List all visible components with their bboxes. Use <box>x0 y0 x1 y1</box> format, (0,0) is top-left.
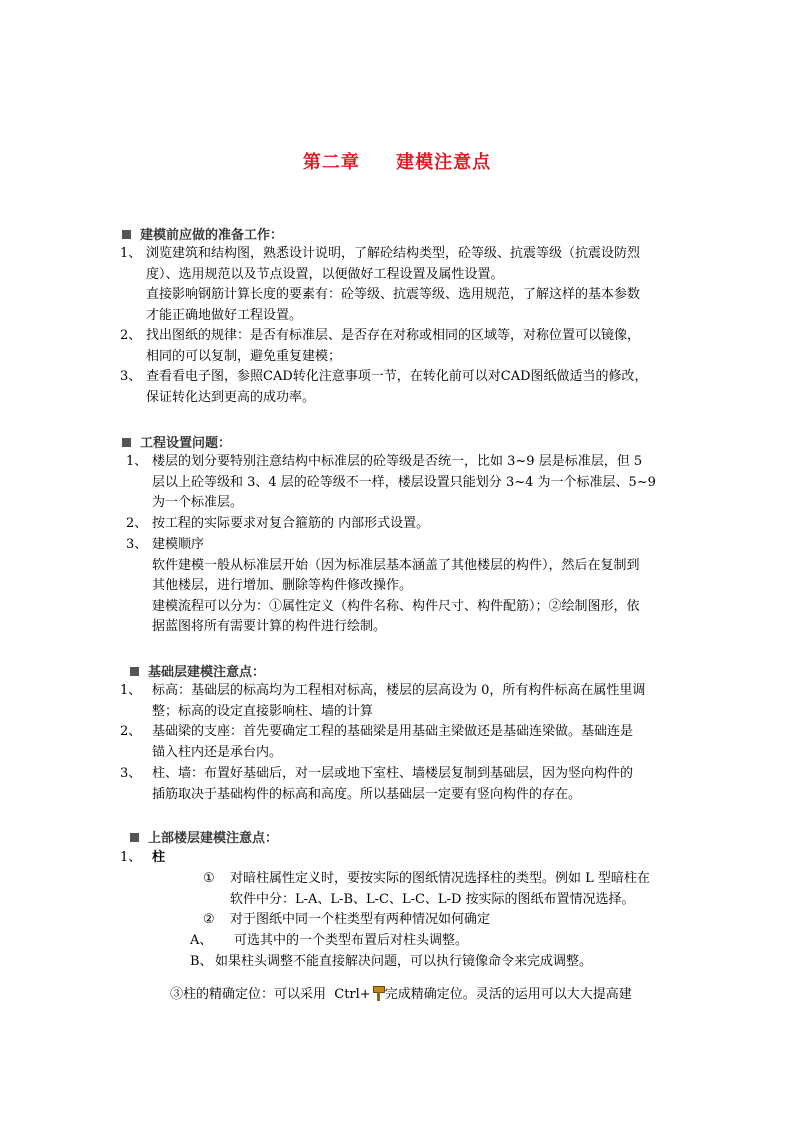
section-heading: 工程设置问题： <box>122 432 231 451</box>
list-item: 标高：基础层的标高均为工程相对标高，楼层的层高设为 0，所有构件标高在属性里调 整；标高的设定直接影响柱、墙的计算 <box>152 683 646 719</box>
option-mark: B、 <box>190 954 213 969</box>
option-text: 如果柱头调整不能直接解决问题，可以执行镜像命令来完成调整。 <box>215 954 593 969</box>
bullet-square-icon <box>122 230 131 239</box>
subsection-title: 柱 <box>152 850 166 865</box>
section-heading: 基础层建模注意点： <box>130 661 265 680</box>
section-heading: 建模前应做的准备工作： <box>122 224 283 243</box>
list-number: 3、 <box>126 537 148 552</box>
list-item: 查看看电子图，参照CAD转化注意事项一节，在转化前可以对CAD图纸做适当的修改， 保证转化达到更高的成功率。 <box>146 369 648 405</box>
section-heading: 上部楼层建模注意点： <box>130 827 278 846</box>
list-item: 按工程的实际要求对复合箍筋的 内部形式设置。 <box>152 516 430 531</box>
list-number: 2、 <box>126 516 148 531</box>
option-text: 可选其中的一个类型布置后对柱头调整。 <box>234 933 469 948</box>
list-number: 3、 <box>120 766 142 781</box>
list-item: 浏览建筑和结构图，熟悉设计说明，了解砼结构类型，砼等级、抗震等级（抗震设防烈 度）、选用规范以及节点设置，以便做好工程设置及属性设置。 直接影响钢筋计算长度的要素有：砼等级、抗震等级、选用规范，了解这样的基本参数 才能正确地做好工程设置。 <box>146 246 641 323</box>
list-number: 1、 <box>126 454 148 469</box>
option-mark: A、 <box>190 933 213 948</box>
list-number: 1、 <box>120 850 142 865</box>
list-number: 1、 <box>120 246 142 261</box>
chapter-title: 第二章 建模注意点 <box>302 152 492 173</box>
list-number: 3、 <box>120 369 142 384</box>
list-item: 找出图纸的规律：是否有标准层、是否存在对称或相同的区域等，对称位置可以镜像， 相同的可以复制，避免重复建模； <box>146 328 641 364</box>
list-number: 1、 <box>120 683 142 698</box>
point-item: 对暗柱属性定义时，要按实际的图纸情况选择柱的类型。例如 L 型暗柱在 软件中分：L-A、L-B、L-C、L-C、L-D 按实际的图纸布置情况选择。 <box>230 871 650 907</box>
list-number: 2、 <box>120 328 142 343</box>
list-item: 柱、墙：布置好基础后，对一层或地下室柱、墙楼层复制到基础层，因为竖向构件的 插筋取决于基础构件的标高和高度。所以基础层一定要有竖向构件的存在。 <box>152 766 634 802</box>
bullet-square-icon <box>122 438 131 447</box>
list-number: 2、 <box>120 724 142 739</box>
point-mark: ① <box>203 871 215 886</box>
list-item: 建模顺序 软件建模一般从标准层开始（因为标准层基本涵盖了其他楼层的构件），然后在复制到 其他楼层，进行增加、删除等构件修改操作。 建模流程可以分为：①属性定义（构件名称、构件尺寸、构件配筋）；②绘制图形，依 据蓝图将所有需要计算的构件进行绘制。 <box>152 537 640 634</box>
list-item: 基础梁的支座：首先要确定工程的基础梁是用基础主梁做还是基础连梁做。基础连是 锚入柱内还是承台内。 <box>152 724 634 760</box>
point-item: 对于图纸中同一个柱类型有两种情况如何确定 <box>230 912 491 927</box>
point-mark: ② <box>203 912 215 927</box>
list-item: 楼层的划分要特别注意结构中标准层的砼等级是否统一，比如 3~9 层是标准层，但 5 层以上砼等级和 3、4 层的砼等级不一样，楼层设置只能划分 3~4 为一个标准层、5~9 为一个标准层。 <box>152 454 656 510</box>
bullet-square-icon <box>130 667 139 676</box>
hammer-icon <box>372 985 384 1001</box>
point-item: ③柱的精确定位：可以采用 Ctrl+ 完成精确定位。灵活的运用可以大大提高建 <box>170 987 632 1002</box>
bullet-square-icon <box>130 833 139 842</box>
